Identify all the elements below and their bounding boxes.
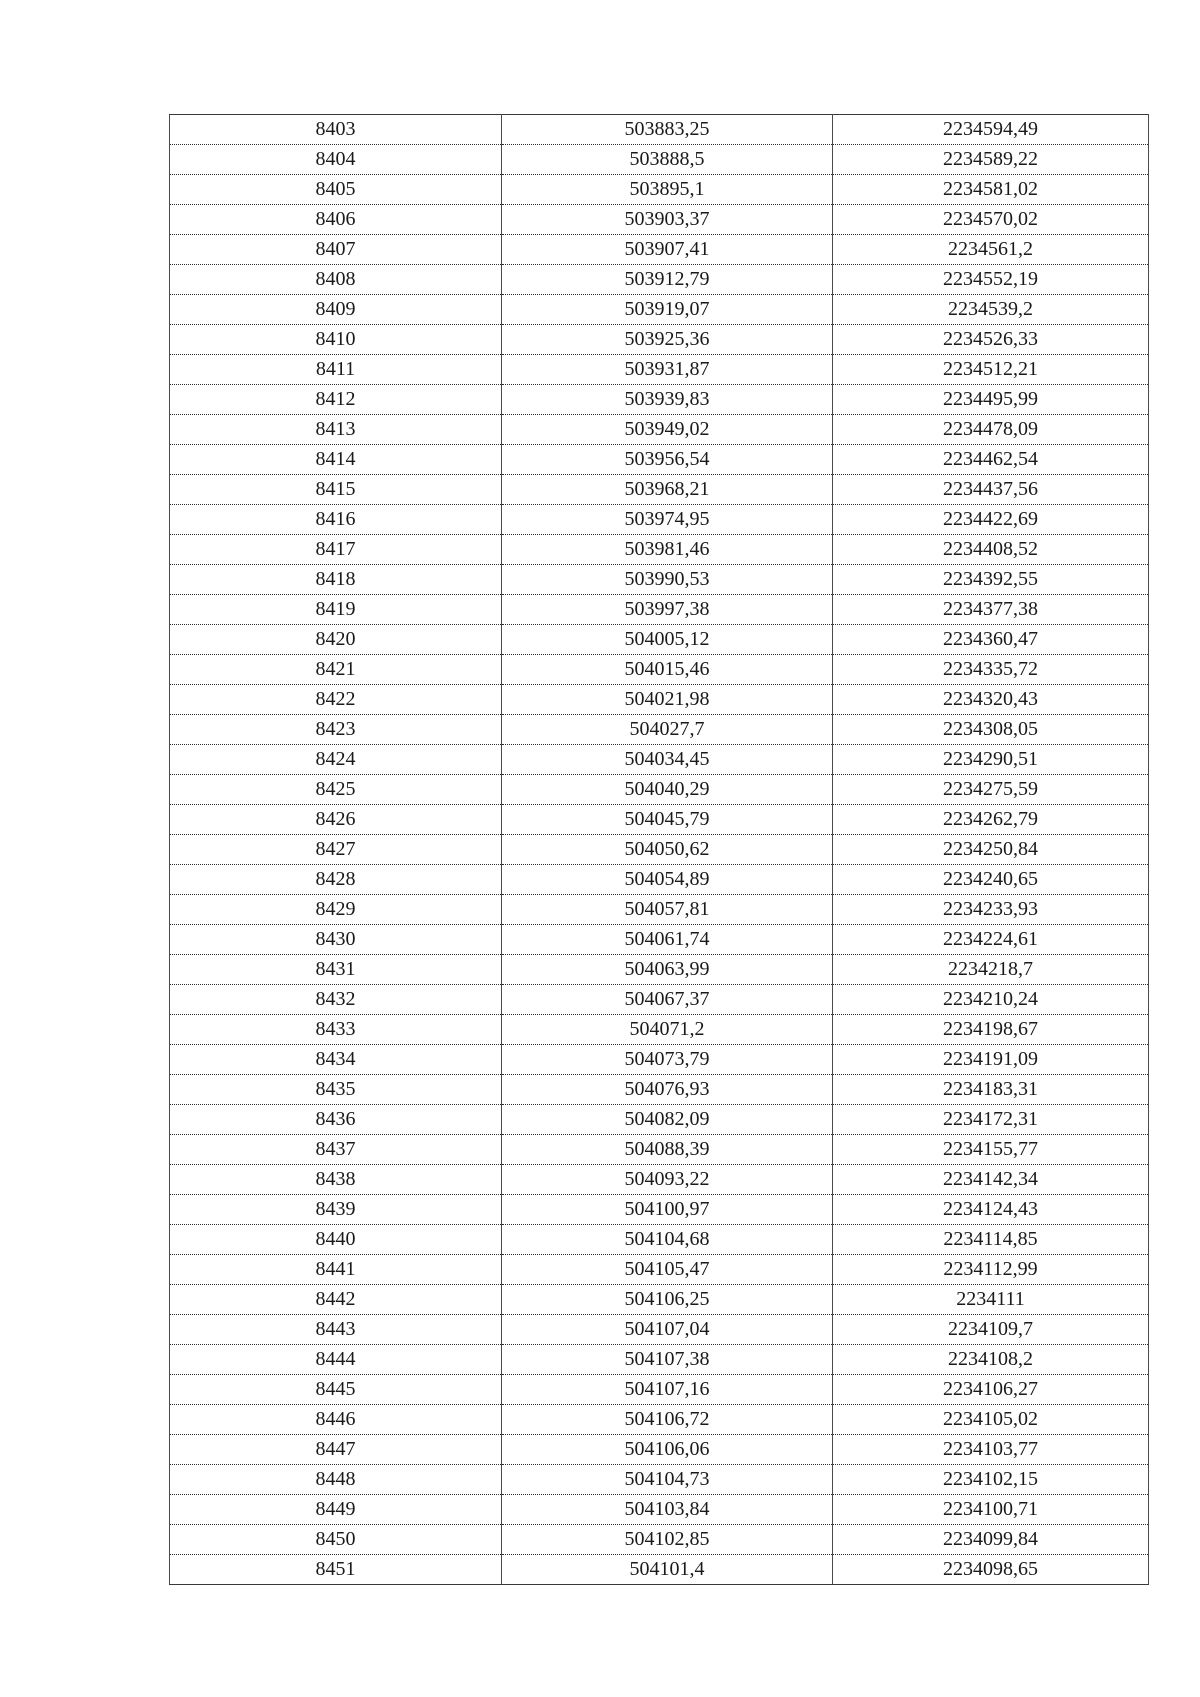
x-coordinate-cell: 504040,29	[502, 775, 833, 805]
y-coordinate-cell: 2234290,51	[833, 745, 1149, 775]
table-row	[170, 1045, 1149, 1075]
x-coordinate-cell: 504015,46	[502, 655, 833, 685]
table-row	[170, 1495, 1149, 1525]
point-number-cell: 8421	[170, 655, 502, 685]
table-row	[170, 235, 1149, 265]
table-row	[170, 1255, 1149, 1285]
y-coordinate-cell: 2234275,59	[833, 775, 1149, 805]
point-number-cell: 8441	[170, 1255, 502, 1285]
table-row	[170, 445, 1149, 475]
table-row	[170, 1285, 1149, 1315]
y-coordinate-cell: 2234155,77	[833, 1135, 1149, 1165]
x-coordinate-cell: 504057,81	[502, 895, 833, 925]
y-coordinate-cell: 2234109,7	[833, 1315, 1149, 1345]
y-coordinate-cell: 2234495,99	[833, 385, 1149, 415]
table-row	[170, 205, 1149, 235]
x-coordinate-cell: 504106,06	[502, 1435, 833, 1465]
table-row	[170, 1225, 1149, 1255]
x-coordinate-cell: 503925,36	[502, 325, 833, 355]
table-row	[170, 115, 1149, 145]
x-coordinate-cell: 504021,98	[502, 685, 833, 715]
y-coordinate-cell: 2234320,43	[833, 685, 1149, 715]
x-coordinate-cell: 503949,02	[502, 415, 833, 445]
x-coordinate-cell: 504104,68	[502, 1225, 833, 1255]
table-row	[170, 1105, 1149, 1135]
y-coordinate-cell: 2234408,52	[833, 535, 1149, 565]
table-row	[170, 1075, 1149, 1105]
x-coordinate-cell: 504054,89	[502, 865, 833, 895]
point-number-cell: 8427	[170, 835, 502, 865]
x-coordinate-cell: 503997,38	[502, 595, 833, 625]
point-number-cell: 8438	[170, 1165, 502, 1195]
table-row	[170, 1135, 1149, 1165]
y-coordinate-cell: 2234437,56	[833, 475, 1149, 505]
point-number-cell: 8403	[170, 115, 502, 145]
point-number-cell: 8445	[170, 1375, 502, 1405]
point-number-cell: 8435	[170, 1075, 502, 1105]
point-number-cell: 8446	[170, 1405, 502, 1435]
point-number-cell: 8407	[170, 235, 502, 265]
point-number-cell: 8431	[170, 955, 502, 985]
table-row	[170, 505, 1149, 535]
x-coordinate-cell: 504082,09	[502, 1105, 833, 1135]
x-coordinate-cell: 504088,39	[502, 1135, 833, 1165]
y-coordinate-cell: 2234210,24	[833, 985, 1149, 1015]
table-row	[170, 1555, 1149, 1585]
point-number-cell: 8420	[170, 625, 502, 655]
x-coordinate-cell: 504093,22	[502, 1165, 833, 1195]
table-row	[170, 835, 1149, 865]
table-row	[170, 1465, 1149, 1495]
table-row	[170, 745, 1149, 775]
point-number-cell: 8423	[170, 715, 502, 745]
point-number-cell: 8404	[170, 145, 502, 175]
point-number-cell: 8432	[170, 985, 502, 1015]
table-row	[170, 415, 1149, 445]
x-coordinate-cell: 503990,53	[502, 565, 833, 595]
point-number-cell: 8410	[170, 325, 502, 355]
y-coordinate-cell: 2234589,22	[833, 145, 1149, 175]
x-coordinate-cell: 504067,37	[502, 985, 833, 1015]
table-row	[170, 1015, 1149, 1045]
y-coordinate-cell: 2234250,84	[833, 835, 1149, 865]
coordinates-table-body	[170, 115, 1149, 1585]
y-coordinate-cell: 2234098,65	[833, 1555, 1149, 1585]
y-coordinate-cell: 2234103,77	[833, 1435, 1149, 1465]
table-row	[170, 175, 1149, 205]
y-coordinate-cell: 2234240,65	[833, 865, 1149, 895]
point-number-cell: 8419	[170, 595, 502, 625]
point-number-cell: 8437	[170, 1135, 502, 1165]
y-coordinate-cell: 2234114,85	[833, 1225, 1149, 1255]
table-row	[170, 805, 1149, 835]
table-row	[170, 535, 1149, 565]
table-row	[170, 355, 1149, 385]
point-number-cell: 8413	[170, 415, 502, 445]
y-coordinate-cell: 2234308,05	[833, 715, 1149, 745]
table-row	[170, 625, 1149, 655]
table-row	[170, 475, 1149, 505]
x-coordinate-cell: 503919,07	[502, 295, 833, 325]
x-coordinate-cell: 504106,72	[502, 1405, 833, 1435]
y-coordinate-cell: 2234183,31	[833, 1075, 1149, 1105]
y-coordinate-cell: 2234099,84	[833, 1525, 1149, 1555]
table-row	[170, 925, 1149, 955]
table-row	[170, 1525, 1149, 1555]
y-coordinate-cell: 2234478,09	[833, 415, 1149, 445]
x-coordinate-cell: 504104,73	[502, 1465, 833, 1495]
x-coordinate-cell: 503907,41	[502, 235, 833, 265]
table-row	[170, 1435, 1149, 1465]
y-coordinate-cell: 2234561,2	[833, 235, 1149, 265]
y-coordinate-cell: 2234462,54	[833, 445, 1149, 475]
x-coordinate-cell: 504034,45	[502, 745, 833, 775]
y-coordinate-cell: 2234539,2	[833, 295, 1149, 325]
y-coordinate-cell: 2234111	[833, 1285, 1149, 1315]
point-number-cell: 8433	[170, 1015, 502, 1045]
point-number-cell: 8442	[170, 1285, 502, 1315]
table-row	[170, 985, 1149, 1015]
x-coordinate-cell: 504063,99	[502, 955, 833, 985]
table-row	[170, 1195, 1149, 1225]
y-coordinate-cell: 2234512,21	[833, 355, 1149, 385]
point-number-cell: 8411	[170, 355, 502, 385]
x-coordinate-cell: 503895,1	[502, 175, 833, 205]
point-number-cell: 8414	[170, 445, 502, 475]
x-coordinate-cell: 503956,54	[502, 445, 833, 475]
point-number-cell: 8439	[170, 1195, 502, 1225]
table-row	[170, 265, 1149, 295]
point-number-cell: 8412	[170, 385, 502, 415]
point-number-cell: 8440	[170, 1225, 502, 1255]
y-coordinate-cell: 2234526,33	[833, 325, 1149, 355]
x-coordinate-cell: 503968,21	[502, 475, 833, 505]
y-coordinate-cell: 2234581,02	[833, 175, 1149, 205]
point-number-cell: 8409	[170, 295, 502, 325]
table-row	[170, 1375, 1149, 1405]
x-coordinate-cell: 504100,97	[502, 1195, 833, 1225]
table-row	[170, 685, 1149, 715]
point-number-cell: 8451	[170, 1555, 502, 1585]
table-row	[170, 1405, 1149, 1435]
table-row	[170, 1315, 1149, 1345]
x-coordinate-cell: 504027,7	[502, 715, 833, 745]
point-number-cell: 8450	[170, 1525, 502, 1555]
point-number-cell: 8447	[170, 1435, 502, 1465]
y-coordinate-cell: 2234570,02	[833, 205, 1149, 235]
table-row	[170, 1345, 1149, 1375]
point-number-cell: 8424	[170, 745, 502, 775]
x-coordinate-cell: 503912,79	[502, 265, 833, 295]
table-row	[170, 325, 1149, 355]
y-coordinate-cell: 2234198,67	[833, 1015, 1149, 1045]
point-number-cell: 8430	[170, 925, 502, 955]
y-coordinate-cell: 2234422,69	[833, 505, 1149, 535]
x-coordinate-cell: 504106,25	[502, 1285, 833, 1315]
point-number-cell: 8426	[170, 805, 502, 835]
y-coordinate-cell: 2234112,99	[833, 1255, 1149, 1285]
x-coordinate-cell: 504107,04	[502, 1315, 833, 1345]
y-coordinate-cell: 2234100,71	[833, 1495, 1149, 1525]
x-coordinate-cell: 503883,25	[502, 115, 833, 145]
point-number-cell: 8406	[170, 205, 502, 235]
point-number-cell: 8425	[170, 775, 502, 805]
x-coordinate-cell: 504050,62	[502, 835, 833, 865]
point-number-cell: 8429	[170, 895, 502, 925]
y-coordinate-cell: 2234124,43	[833, 1195, 1149, 1225]
point-number-cell: 8443	[170, 1315, 502, 1345]
table-row	[170, 715, 1149, 745]
point-number-cell: 8418	[170, 565, 502, 595]
table-row	[170, 775, 1149, 805]
x-coordinate-cell: 504101,4	[502, 1555, 833, 1585]
point-number-cell: 8415	[170, 475, 502, 505]
x-coordinate-cell: 504005,12	[502, 625, 833, 655]
table-row	[170, 295, 1149, 325]
point-number-cell: 8405	[170, 175, 502, 205]
table-row	[170, 895, 1149, 925]
y-coordinate-cell: 2234108,2	[833, 1345, 1149, 1375]
y-coordinate-cell: 2234262,79	[833, 805, 1149, 835]
y-coordinate-cell: 2234360,47	[833, 625, 1149, 655]
y-coordinate-cell: 2234218,7	[833, 955, 1149, 985]
point-number-cell: 8444	[170, 1345, 502, 1375]
x-coordinate-cell: 503981,46	[502, 535, 833, 565]
y-coordinate-cell: 2234102,15	[833, 1465, 1149, 1495]
table-row	[170, 1165, 1149, 1195]
point-number-cell: 8416	[170, 505, 502, 535]
table-row	[170, 865, 1149, 895]
y-coordinate-cell: 2234594,49	[833, 115, 1149, 145]
y-coordinate-cell: 2234392,55	[833, 565, 1149, 595]
x-coordinate-cell: 504105,47	[502, 1255, 833, 1285]
y-coordinate-cell: 2234224,61	[833, 925, 1149, 955]
y-coordinate-cell: 2234233,93	[833, 895, 1149, 925]
point-number-cell: 8434	[170, 1045, 502, 1075]
point-number-cell: 8428	[170, 865, 502, 895]
point-number-cell: 8408	[170, 265, 502, 295]
x-coordinate-cell: 504045,79	[502, 805, 833, 835]
x-coordinate-cell: 503931,87	[502, 355, 833, 385]
x-coordinate-cell: 504061,74	[502, 925, 833, 955]
x-coordinate-cell: 504071,2	[502, 1015, 833, 1045]
point-number-cell: 8417	[170, 535, 502, 565]
y-coordinate-cell: 2234142,34	[833, 1165, 1149, 1195]
table-row	[170, 565, 1149, 595]
x-coordinate-cell: 503903,37	[502, 205, 833, 235]
y-coordinate-cell: 2234552,19	[833, 265, 1149, 295]
y-coordinate-cell: 2234191,09	[833, 1045, 1149, 1075]
y-coordinate-cell: 2234335,72	[833, 655, 1149, 685]
x-coordinate-cell: 503974,95	[502, 505, 833, 535]
x-coordinate-cell: 504076,93	[502, 1075, 833, 1105]
x-coordinate-cell: 504107,38	[502, 1345, 833, 1375]
x-coordinate-cell: 504073,79	[502, 1045, 833, 1075]
point-number-cell: 8422	[170, 685, 502, 715]
x-coordinate-cell: 504102,85	[502, 1525, 833, 1555]
x-coordinate-cell: 503939,83	[502, 385, 833, 415]
point-number-cell: 8448	[170, 1465, 502, 1495]
x-coordinate-cell: 503888,5	[502, 145, 833, 175]
y-coordinate-cell: 2234172,31	[833, 1105, 1149, 1135]
x-coordinate-cell: 504107,16	[502, 1375, 833, 1405]
y-coordinate-cell: 2234377,38	[833, 595, 1149, 625]
y-coordinate-cell: 2234106,27	[833, 1375, 1149, 1405]
point-number-cell: 8436	[170, 1105, 502, 1135]
table-row	[170, 145, 1149, 175]
point-number-cell: 8449	[170, 1495, 502, 1525]
x-coordinate-cell: 504103,84	[502, 1495, 833, 1525]
coordinates-table	[169, 114, 1149, 1585]
y-coordinate-cell: 2234105,02	[833, 1405, 1149, 1435]
table-row	[170, 385, 1149, 415]
table-row	[170, 955, 1149, 985]
table-row	[170, 655, 1149, 685]
table-row	[170, 595, 1149, 625]
